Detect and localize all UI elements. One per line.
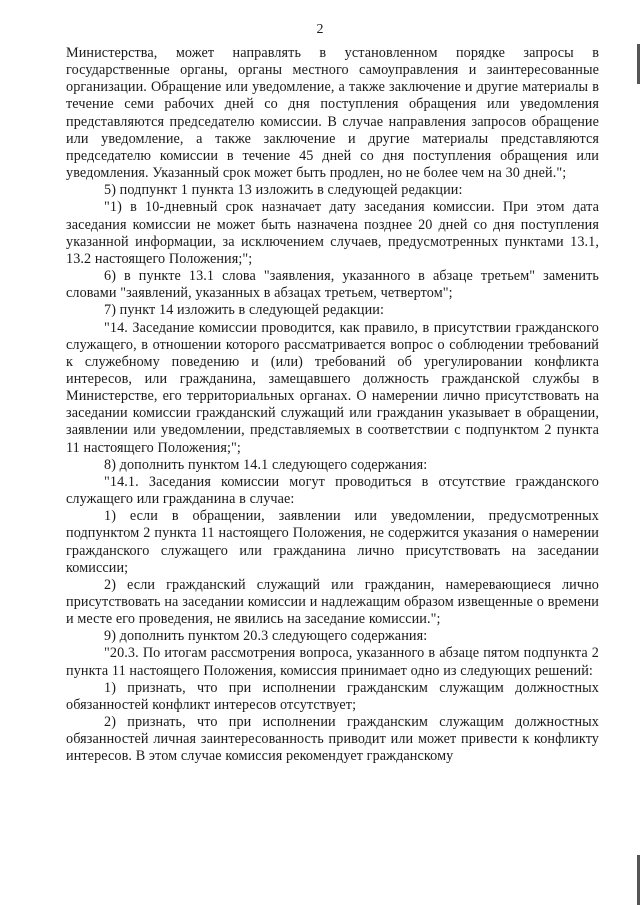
paragraph-item-9: 9) дополнить пунктом 20.3 следующего содержания:: [104, 628, 428, 645]
paragraph-item-7: 7) пункт 14 изложить в следующей редакции:: [104, 302, 384, 319]
paragraph-clause-20-3: "20.3. По итогам рассмотрения вопроса, указанного в абзаце пятом подпункта 2 пункта 11 настоящего Положения, комиссия принимает одно из следующих решений:: [66, 645, 599, 679]
paragraph-item-8: 8) дополнить пунктом 14.1 следующего содержания:: [104, 456, 428, 473]
paragraph-clause-14-1-sub-1: 1) если в обращении, заявлении или уведомлении, предусмотренных подпунктом 2 пункта 11 настоящего Положения, не содержится указания о намерении гражданского служащего или гражданина лично присутствовать на заседании комиссии;: [66, 508, 599, 576]
paragraph-item-6: 6) в пункте 13.1 слова "заявления, указанного в абзаце третьем" заменить словами "заявлений, указанных в абзацах третьем, четвертом";: [66, 268, 599, 302]
paragraph-continuation: Министерства, может направлять в установленном порядке запросы в государственные органы, органы местного самоуправления и заинтересованные организации. Обращение или уведомление, а также заключение и другие материалы в течение семи рабочих дней со дня поступления обращения или уведомления представляются председателю комиссии. В случае направления запросов обращение или уведомление, а также заключение и другие материалы представляются председателю комиссии в течение 45 дней со дня поступления обращения или уведомления. Указанный срок может быть продлен, но не более чем на 30 дней.";: [66, 45, 599, 182]
paragraph-clause-20-3-sub-2: 2) признать, что при исполнении гражданским служащим должностных обязанностей личная заинтересованность приводит или может привести к конфликту интересов. В этом случае комиссия рекомендует гражданскому: [66, 714, 599, 765]
paragraph-clause-13-1: "1) в 10-дневный срок назначает дату заседания комиссии. При этом дата заседания комиссии не может быть назначена позднее 20 дней со дня поступления указанной информации, за исключением случаев, предусмотренных пунктами 13.1, 13.2 настоящего Положения;";: [66, 199, 599, 267]
paragraph-clause-14-1: "14.1. Заседания комиссии могут проводиться в отсутствие гражданского служащего или гражданина в случае:: [66, 473, 599, 508]
paragraph-clause-14-1-sub-2: 2) если гражданский служащий или гражданин, намеревающиеся лично присутствовать на заседании комиссии и надлежащим образом извещенные о времени и месте его проведения, не явились на заседание комиссии.";: [66, 576, 599, 628]
document-body: [66, 45, 599, 766]
paragraph-clause-20-3-sub-1: 1) признать, что при исполнении гражданским служащим должностных обязанностей конфликт интересов отсутствует;: [66, 679, 599, 713]
paragraph-item-5: 5) подпункт 1 пункта 13 изложить в следующей редакции:: [104, 182, 463, 199]
page-number: 2: [316, 22, 324, 37]
paragraph-clause-14: "14. Заседание комиссии проводится, как правило, в присутствии гражданского служащего, в отношении которого рассматривается вопрос о соблюдении требований к служебному поведению и (или) требований об урегулировании конфликта интересов, или гражданина, замещавшего должность гражданской службы в Министерстве, его территориальных органах. О намерении лично присутствовать на заседании комиссии гражданский служащий или гражданин указывает в обращении, заявлении или уведомлении, представляемых в соответствии с подпунктом 2 пункта 11 настоящего Положения;";: [66, 319, 599, 456]
